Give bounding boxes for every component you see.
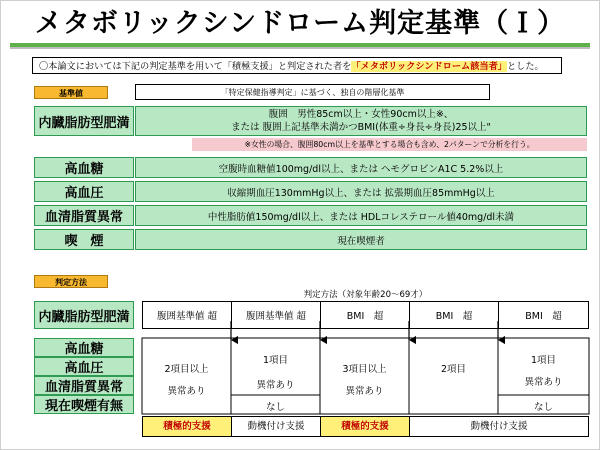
criteria-label-glucose: 高血糖	[34, 157, 134, 178]
cell-5-bottom: 異常あり	[524, 377, 563, 388]
cell-5-top: 1項目	[530, 355, 557, 366]
method-label-smoking: 現在喫煙有無	[34, 395, 134, 414]
cell-3-bottom: 異常あり	[345, 386, 384, 397]
result-2: 動機付け支援	[231, 416, 321, 437]
method-col-2-header: 腹囲基準値 超	[231, 301, 321, 329]
intro-post: とした。	[506, 61, 544, 72]
method-col-4-header: BMI 超	[409, 301, 499, 329]
criteria-value-pressure: 収縮期血圧130mmHg以上、または 拡張期血圧85mmHg以上	[135, 181, 587, 202]
result-3: 積極的支援	[320, 416, 410, 437]
method-col-3-header: BMI 超	[320, 301, 410, 329]
cell-5-smoke: なし	[533, 402, 553, 413]
criteria-tag: 基準値	[34, 86, 108, 99]
cell-1-bottom: 異常あり	[167, 386, 206, 397]
criteria-label-obesity: 内臓脂肪型肥満	[34, 106, 134, 136]
cell-2-top: 1項目	[262, 355, 289, 366]
method-col-1-header: 腹囲基準値 超	[142, 301, 232, 329]
method-label-pressure: 高血圧	[34, 357, 134, 376]
criteria-label-pressure: 高血圧	[34, 181, 134, 202]
criteria-obesity-line2: または 腹囲上記基準未満かつBMI(体重÷身長÷身長)25以上"	[231, 122, 491, 133]
result-4: 動機付け支援	[409, 416, 589, 437]
page-title: メタボリックシンドローム判定基準（Ｉ）	[34, 8, 566, 39]
intro-pre: 〇本論文においては下記の判定基準を用いて「積極支援」と判定された者を	[39, 61, 352, 72]
intro-highlight: 「メタボリックシンドローム該当者」	[351, 61, 507, 72]
criteria-value-glucose: 空腹時血糖値100mg/dl以上、または ヘモグロビンA1C 5.2%以上	[135, 157, 587, 178]
cell-2-smoke: なし	[265, 402, 285, 413]
method-tag: 判定方法	[34, 275, 108, 288]
criteria-label-smoking: 喫 煙	[34, 229, 134, 250]
result-1: 積極的支援	[142, 416, 232, 437]
criteria-note: ※女性の場合、腹囲80cm以上を基準とする場合も含め、2パターンで分析を行う。	[192, 138, 587, 151]
method-label-glucose: 高血糖	[34, 338, 134, 357]
criteria-value-obesity	[135, 106, 587, 136]
criteria-header: 「特定保健指導判定」に基づく、独自の階層化基準	[135, 84, 490, 100]
criteria-label-lipid: 血清脂質異常	[34, 205, 134, 226]
title-underline-shadow	[10, 47, 590, 49]
method-col-5-header: BMI 超	[498, 301, 589, 329]
criteria-value-lipid: 中性脂肪値150mg/dl以上、または HDLコレステロール値40mg/dl未満	[135, 205, 587, 226]
intro-statement	[32, 57, 562, 74]
method-header: 判定方法（対象年齢20〜69才）	[303, 290, 428, 300]
criteria-value-smoking: 現在喫煙者	[135, 229, 587, 250]
cell-2-bottom: 異常あり	[256, 380, 295, 391]
criteria-obesity-line1: 腹囲 男性85cm以上・女性90cm以上※、	[268, 109, 454, 120]
cell-1-top: 2項目以上	[164, 364, 209, 375]
cell-3-top: 3項目以上	[342, 364, 387, 375]
cell-4-top: 2項目	[440, 364, 467, 375]
method-label-obesity: 内臓脂肪型肥満	[34, 301, 134, 329]
method-label-lipid: 血清脂質異常	[34, 376, 134, 395]
